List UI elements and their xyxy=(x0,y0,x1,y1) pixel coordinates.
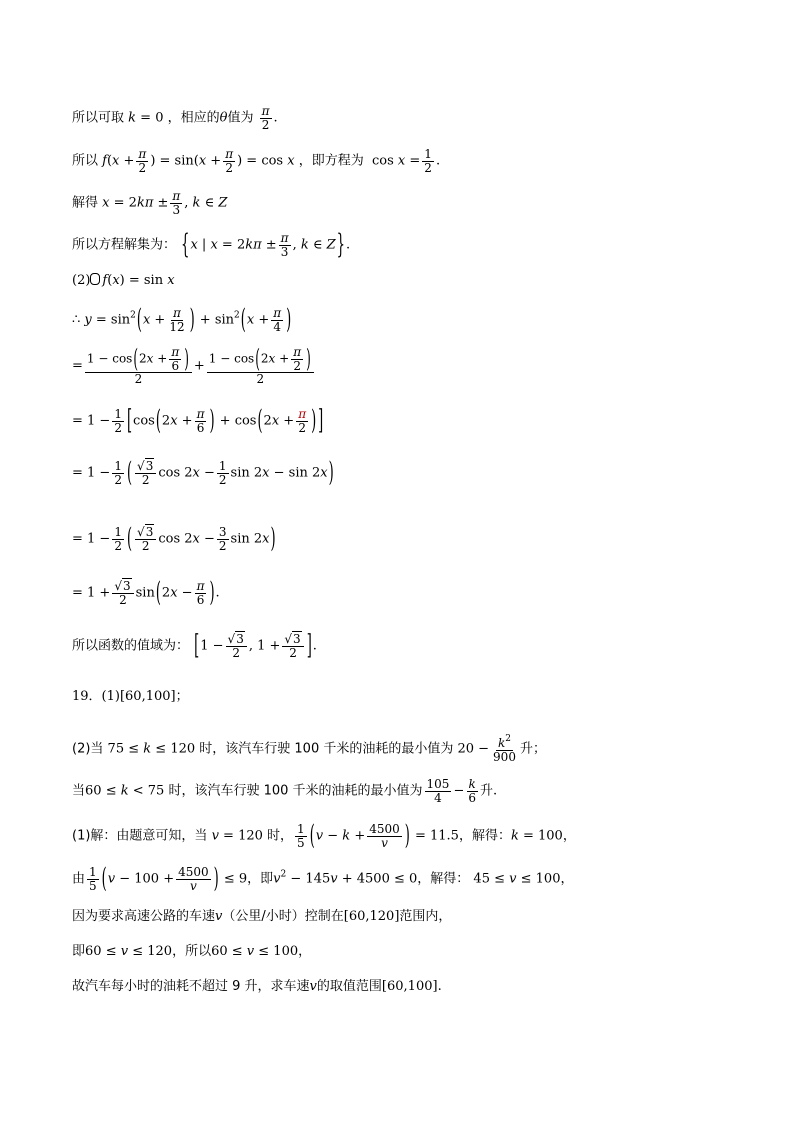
q19-answer2a: (2)当 75 ≤ k ≤ 120 时，该汽车行驶 100 千米的油耗的最小值为 20 − $\frac{k^2}{900}$ 升； xyxy=(72,734,546,764)
text: ，解得： xyxy=(458,828,511,844)
text: 所以 xyxy=(72,153,99,169)
fraction: $\frac{√3}{2}$ xyxy=(112,580,133,606)
fraction: $\frac{1}{2}$ xyxy=(424,147,432,175)
fraction: $\frac{\pi}{2}$ xyxy=(225,147,234,175)
text: ，所以 xyxy=(172,944,212,959)
line-step2: = 1 − $\frac{1}{2}$ [cos(2x + $\frac{\pi}{6}$ ) + cos(2x + $\frac{\pi}{2}$ ) ] xyxy=(72,405,324,437)
fraction: 1 − cos(2x + $\frac{\pi}{6}$ ) 2 xyxy=(85,346,192,386)
text: 所以函数的值域为： xyxy=(72,638,190,654)
line-solution-set: 所以方程解集为： {x | x = 2kπ ± $\frac{\pi}{3}$ , k ∈ Z}. xyxy=(72,229,351,261)
line-step5: = 1 + $\frac{√3}{2}$ sin(2x − $\frac{\pi}{6}$ ). xyxy=(72,577,220,609)
interval: [60,100] xyxy=(119,689,176,704)
text: 故汽车每小时的油耗不超过 9 升，求车速 xyxy=(72,979,310,994)
fraction: $\frac{\pi}{3}$ xyxy=(280,231,289,259)
text: 升 xyxy=(479,783,493,799)
text: 范围内， xyxy=(399,909,452,924)
text: （公里/小时）控制在 xyxy=(222,909,344,924)
fraction: $\frac{\pi}{12}$ xyxy=(169,306,185,334)
question-number: 19． xyxy=(72,689,102,704)
line-part2-given: (2) f(x) = sin x xyxy=(72,273,175,288)
fraction: 1 − cos(2x + $\frac{\pi}{2}$ ) 2 xyxy=(207,346,314,386)
text: 值为 xyxy=(227,110,254,126)
text: 因为要求高速公路的车速 xyxy=(72,909,216,924)
text: 解得 xyxy=(72,195,99,211)
line-step3: = 1 − $\frac{1}{2}$ ( $\frac{√3}{2}$ cos 2x − $\frac{1}{2}$ sin 2x − sin 2x) xyxy=(72,457,334,489)
fraction: $\frac{1}{2}$ xyxy=(114,459,122,487)
q19-solution-c: 因为要求高速公路的车速v（公里/小时）控制在[60,120]范围内， xyxy=(72,909,452,924)
q19-solution-d: 即60 ≤ v ≤ 120，所以60 ≤ v ≤ 100， xyxy=(72,944,312,959)
text: ； xyxy=(175,689,189,704)
text: 当 xyxy=(72,783,86,799)
text: 时，该汽车行驶 100 千米的油耗的最小值为 xyxy=(199,741,454,757)
line-step4: = 1 − $\frac{1}{2}$ ( $\frac{√3}{2}$ cos 2x − $\frac{3}{2}$ sin 2x) xyxy=(72,523,276,555)
fraction: $\frac{1}{5}$ xyxy=(89,865,97,893)
text: 时，该汽车行驶 100 千米的油耗的最小值为 xyxy=(168,783,423,799)
q19-solution-b: 由 $\frac{1}{5}$ (v − 100 + $\frac{4500}{v}$ ) ≤ 9，即$v^2 - 145v + 4500 \le 0$，解得： 45 ≤ v ≤ 100， xyxy=(72,863,574,895)
text: 升 xyxy=(519,741,533,757)
text: ，相应的 xyxy=(167,110,220,126)
text: ，即方程为 xyxy=(298,153,364,169)
text: . xyxy=(493,783,498,799)
line-step1: = 1 − cos(2x + $\frac{\pi}{6}$ ) 2 + 1 − cos(2x + $\frac{\pi}{2}$ ) 2 xyxy=(72,346,316,386)
text: 时， xyxy=(267,828,294,844)
text: ； xyxy=(532,741,546,757)
line-function-eq: 所以 f(x + $\frac{\pi}{2}$ ) = sin(x + $\frac{\pi}{2}$ ) = cos x ，即方程为 cos x = $\frac{1}{2}$ . xyxy=(72,147,441,175)
text: (2)当 xyxy=(72,741,104,757)
line-take-k: 所以可取 k = 0 ，相应的θ值为 $\frac{\pi}{2}$ . xyxy=(72,104,278,132)
q19-answer2b: 当60 ≤ k < 75 时，该汽车行驶 100 千米的油耗的最小值为 $\frac{105}{4}$ − $\frac{k}{6}$ 升. xyxy=(72,777,498,805)
text: 的取值范围 xyxy=(316,979,382,994)
line-range: 所以函数的值域为： [1 − $\frac{√3}{2}$ , 1 + $\frac{√3}{2}$ ]. xyxy=(72,630,317,662)
text: ，即 xyxy=(247,871,274,887)
fraction: $\frac{\pi}{2}$ xyxy=(261,104,270,132)
fraction: $\frac{1}{2}$ xyxy=(114,525,122,553)
text: 所以可取 xyxy=(72,110,125,126)
q19-solution-e: 故汽车每小时的油耗不超过 9 升，求车速v的取值范围[60,100]. xyxy=(72,979,442,994)
text: ，解得： xyxy=(417,871,470,887)
text: (1) xyxy=(101,689,120,704)
fraction: $\frac{1}{5}$ xyxy=(297,822,305,850)
text: 即 xyxy=(72,944,86,959)
text: 所以方程解集为： xyxy=(72,237,177,253)
fraction: $\frac{k}{6}$ xyxy=(468,777,476,805)
fraction: $\frac{\pi}{3}$ xyxy=(172,189,181,217)
line-solve-x: 解得 x = 2kπ ± $\frac{\pi}{3}$ , k ∈ Z xyxy=(72,189,228,217)
text: . xyxy=(437,979,442,994)
text: ， xyxy=(298,944,312,959)
q19-solution-a: (1)解：由题意可知，当 v = 120 时， $\frac{1}{5}$ (v − k + $\frac{4500}{v}$ ) = 11.5，解得：k = 100， xyxy=(72,820,576,852)
text: 由 xyxy=(72,871,86,887)
fraction: $\frac{\pi}{4}$ xyxy=(273,306,282,334)
line-y-def: ∴ $y = \sin^2(x$ + $\frac{\pi}{12}$ ) + $\sin^2(x$ + $\frac{\pi}{4}$ ) xyxy=(72,304,292,336)
text: (1)解：由题意可知，当 xyxy=(72,828,208,844)
fraction: $\frac{\pi}{2}$ xyxy=(138,147,147,175)
q19-answer1 xyxy=(72,690,189,703)
fraction: $\frac{105}{4}$ xyxy=(426,777,450,805)
fraction: $\frac{1}{2}$ xyxy=(114,407,122,435)
fraction: $\frac{k^2}{900}$ xyxy=(493,734,516,764)
